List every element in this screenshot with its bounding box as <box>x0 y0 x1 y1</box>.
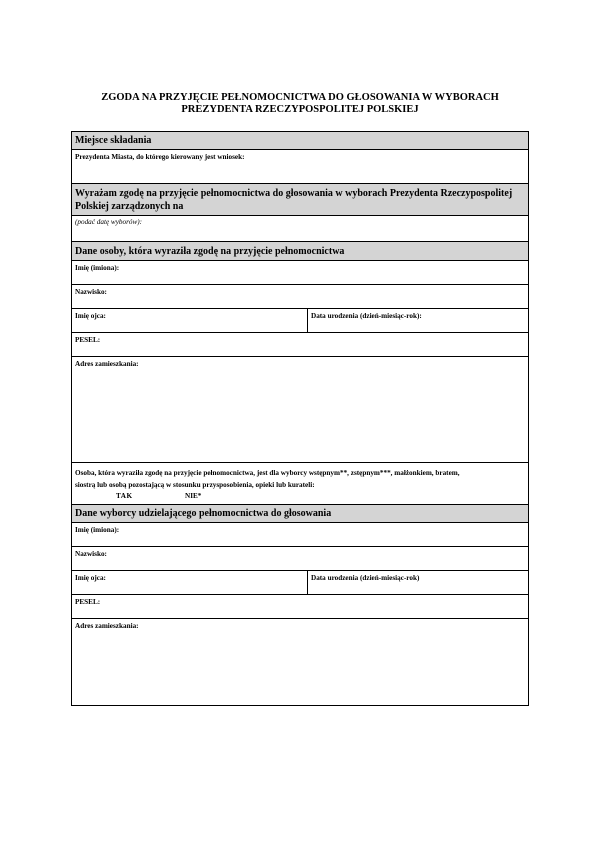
proxy-birth-date-label: Data urodzenia (dzień-miesiąc-rok): <box>311 312 422 320</box>
voter-birth-date-label: Data urodzenia (dzień-miesiąc-rok) <box>311 574 420 582</box>
proxy-first-name-field[interactable] <box>72 261 528 285</box>
relationship-choices <box>72 491 528 501</box>
form-title-line2: PREZYDENTA RZECZYPOSPOLITEJ POLSKIEJ <box>181 104 419 115</box>
consent-header-line2: Polskiej zarządzonych na <box>75 201 184 212</box>
choice-no[interactable]: NIE* <box>185 492 202 500</box>
form-title-line1: ZGODA NA PRZYJĘCIE PEŁNOMOCNICTWA DO GŁOSOWANIA W WYBORACH <box>101 92 499 103</box>
proxy-pesel-label: PESEL: <box>75 336 101 344</box>
proxy-first-name-label: Imię (imiona): <box>75 264 120 272</box>
voter-father-birth-row <box>72 571 528 595</box>
proxy-father-birth-row <box>72 309 528 333</box>
office-field-label: Prezydenta Miasta, do którego kierowany jest wniosek: <box>75 153 245 161</box>
voter-father-name-field[interactable] <box>72 571 308 594</box>
voter-father-name-label: Imię ojca: <box>75 574 106 582</box>
voter-birth-date-field[interactable] <box>308 571 528 594</box>
section-header-voter: Dane wyborcy udzielającego pełnomocnictwa do głosowania <box>72 505 528 523</box>
section-header-place: Miejsce składania <box>72 132 528 150</box>
proxy-father-name-field[interactable] <box>72 309 308 332</box>
voter-address-label: Adres zamieszkania: <box>75 622 139 630</box>
section-header-consent <box>72 184 528 216</box>
voter-first-name-label: Imię (imiona): <box>75 526 120 534</box>
voter-first-name-field[interactable] <box>72 523 528 547</box>
consent-form <box>71 131 529 706</box>
voter-last-name-label: Nazwisko: <box>75 550 107 558</box>
relationship-statement-line2: siostrą lub osobą pozostającą w stosunku przysposobienia, opieki lub kurateli: <box>75 481 315 489</box>
office-field[interactable] <box>72 150 528 184</box>
proxy-address-label: Adres zamieszkania: <box>75 360 139 368</box>
proxy-last-name-label: Nazwisko: <box>75 288 107 296</box>
election-date-hint: (podać datę wyborów): <box>75 218 143 226</box>
voter-pesel-label: PESEL: <box>75 598 101 606</box>
proxy-father-name-label: Imię ojca: <box>75 312 106 320</box>
form-title <box>60 92 540 116</box>
section-header-proxy: Dane osoby, która wyraziła zgodę na przyjęcie pełnomocnictwa <box>72 242 528 261</box>
proxy-pesel-field[interactable] <box>72 333 528 357</box>
election-date-field[interactable] <box>72 216 528 242</box>
voter-pesel-field[interactable] <box>72 595 528 619</box>
relationship-statement-text <box>72 463 528 491</box>
relationship-statement <box>72 463 528 505</box>
proxy-address-field[interactable] <box>72 357 528 463</box>
proxy-birth-date-field[interactable] <box>308 309 528 332</box>
consent-header-line1: Wyrażam zgodę na przyjęcie pełnomocnictwa do głosowania w wyborach Prezydenta Rzeczypospolitej <box>75 188 513 199</box>
proxy-last-name-field[interactable] <box>72 285 528 309</box>
relationship-statement-line1: Osoba, która wyraziła zgodę na przyjęcie pełnomocnictwa, jest dla wyborcy wstępnym**, zstępnym***, małżonkiem, bratem, <box>75 469 460 477</box>
voter-address-field[interactable] <box>72 619 528 705</box>
voter-last-name-field[interactable] <box>72 547 528 571</box>
choice-yes[interactable]: TAK <box>116 492 133 500</box>
